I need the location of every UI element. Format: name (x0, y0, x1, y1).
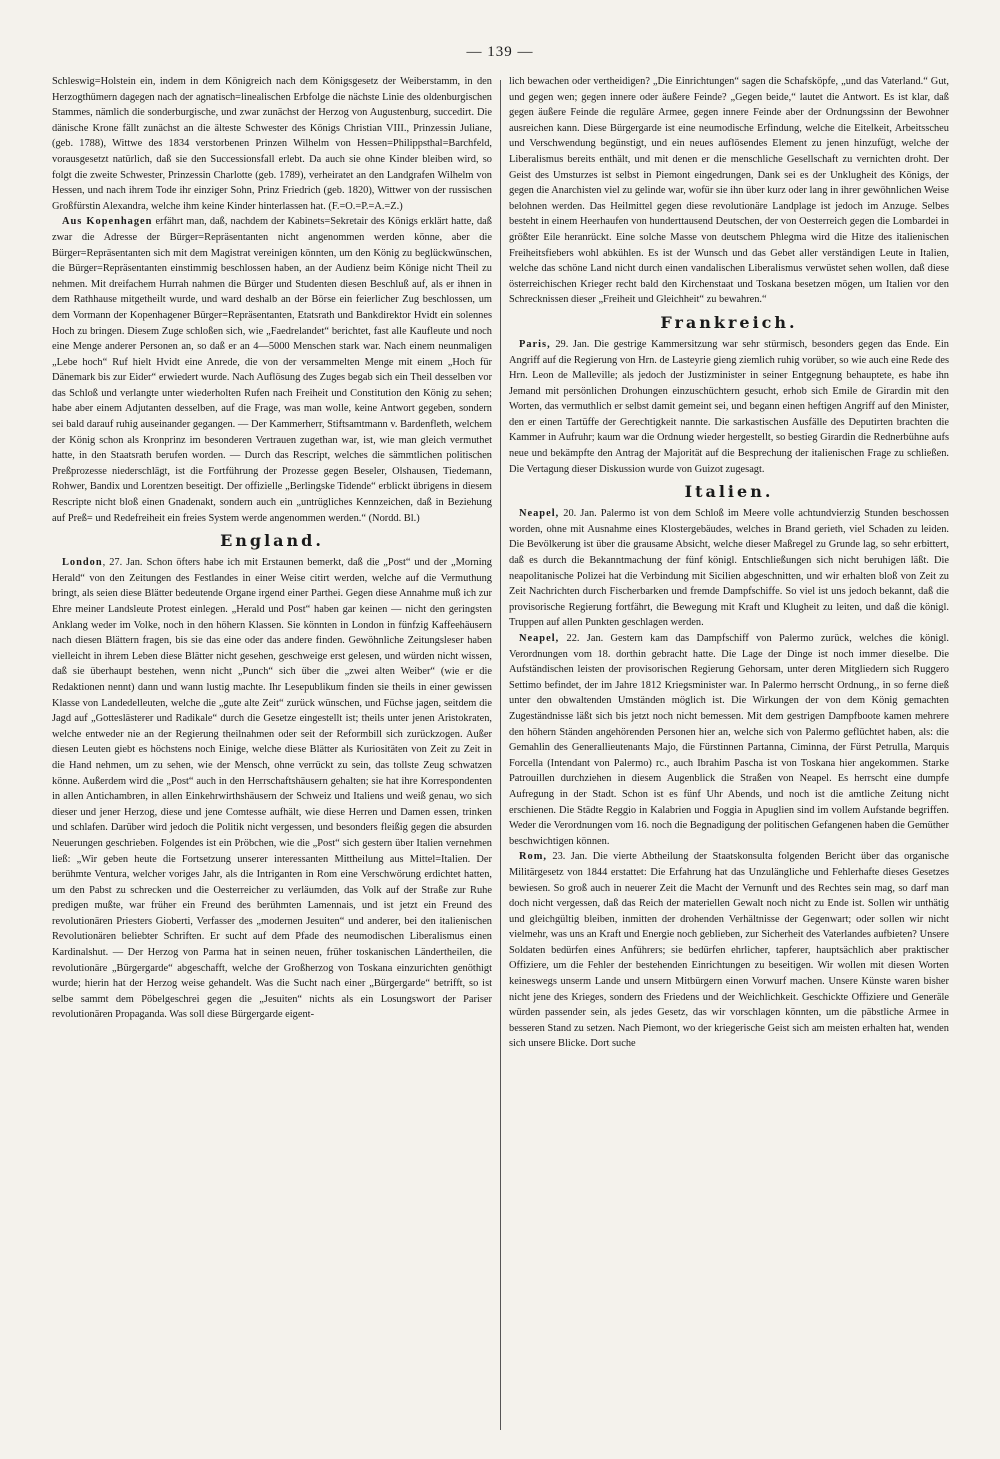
section-heading-england: England. (220, 531, 324, 551)
dateline-paris: Paris, (519, 338, 551, 350)
page-number: — 139 — (466, 44, 534, 60)
section-heading-france: Frankreich. (660, 312, 798, 332)
article-london-text: 27. Jan. Schon öfters habe ich mit Erstaunen bemerkt, daß die „Post“ und der „Morning Herald“ von den Zeitungen des Festlandes in einer Weise citirt werden, welche auf die Vermuthung bringt, als seien diese Blätter bedeutende Organe irgend einer Parthei. Gegen diese Annahme muß ich zur Ehre meiner Landsleute Protest einlegen. „Herald und Post“ haben gar keinen — nicht den geringsten Anklang weder im Volke, noch in den höhern Klassen. Sie könnten in London in fünfzig Kaffeehäusern nach diesen Blättern fragen, bis sie das eine oder das andere finden. Gewöhnliche Zeitungsleser haben vielleicht in ihrem Leben diese Blätter nicht gesehen, geschweige erst gelesen, und würden nicht wissen, daß sie überhaupt bestehen, wenn nicht „Punch“ sich über die „zwei alten Weiber“ (wie er die Redaktionen nennt) dann und wann lustig machte. Ihr Lesepublikum finden sie theils in einer gewissen Klasse von Landedelleuten, welche die „gute alte Zeit“ zurück wünschen, und Füchse jagen, seitdem die Jagd auf „Gotteslästerer und Radikale“ durch die Gesetze eingestellt ist; theils unter jenen Aristokraten, welche entweder nie an der Regierung theilnahmen oder seit der Reformbill sich zurückzogen. Außer diesen Leuten giebt es höchstens noch Einige, welche diese Blätter als Kuriositäten von Zeit zu Zeit in die Hand nehmen, um zu sehen, wie der Mensch, ohne verrückt zu sein, das tollste Zeug schwatzen könne. Außerdem wird die „Post“ auch in den Herrschaftshäusern gehalten; sie hat ihre Korrespondenten in allen Antichambren, in allen Einkehrwirthshäusern der Schweiz und Italiens und weiß genau, wo sich dieser und jener Herzog, diese und jene Comtesse aufhält, wie diese Herren und Damen essen, trinken und schlafen. Darüber wird jedoch die Politik nicht vergessen, und besonders fleißig gegen die absurden Neuerungen geschrieben. Folgendes ist ein Pröbchen, wie die „Post“ sich gestern über Italien vernehmen ließ: „Wir geben heute die Fortsetzung unserer interessanten Mittheilung aus Mittel=Italien. Der berühmte Ventura, welcher voriges Jahr, als die Intriganten in Rom eine Verschwörung erdichtet hatten, um den Pabst zu schrecken und die Oesterreicher zu verläumden, das Volk auf der Straße zur Ruhe predigen mußte, war früher ein Freund des berühmten Lamennais, und ist jetzt ein Freund des revolutionären Priesters Gioberti, Verfasser des „modernen Jesuiten“ und anderer, bei den italienischen Revolutionären beliebter Schriften. Er sucht auf dem Pfade des neumodischen Liberalismus einen Kardinalshut. — Der Herzog von Parma hat in seinen neuen, früher toskanischen Ländertheilen, die revolutionäre „Bürgergarde“ abgeschafft, welche der Großherzog von Toskana einzurichten genöthigt wurde; hierin hat der Herzog weise gehandelt. Was die Sucht nach einer „Bürgergarde“ betrifft, so ist selbe sammt dem Pöbelgeschrei gegen die „Jesuiten“ nichts als ein Losungswort der Pariser revolutionären Propaganda. Was soll diese Bürgergarde eigent- (52, 557, 492, 1021)
dateline-naples-2: Neapel, (519, 633, 560, 644)
dateline-copenhagen: Aus Kopenhagen (62, 216, 153, 228)
article-copenhagen (52, 214, 492, 526)
article-naples-1 (509, 506, 949, 631)
article-london: London, 27. Jan. Schon öfters habe ich mit Erstaunen bemerkt, daß die „Post“ und der „Morning Herald“ von den Zeitungen des Festlandes in einer Weise citirt werden, welche auf die Vermuthung bringt, als seien diese Blätter bedeutende Organe irgend einer Parthei. Gegen diese Annahme muß ich zur Ehre meiner Landsleute Protest einlegen. „Herald und Post“ haben gar keinen — nicht den geringsten Anklang weder im Volke, noch in den höhern Klassen. Sie könnten in London in fünfzig Kaffeehäusern nach diesen Blättern fragen, bis sie das eine oder das andere finden. Gewöhnliche Zeitungsleser haben vielleicht in ihrem Leben diese Blätter nicht gesehen, geschweige erst gelesen, und würden nicht wissen, daß sie überhaupt bestehen, wenn nicht „Punch“ sich über die „zwei alten Weiber“ (wie er die Redaktionen nennt) dann und wann lustig machte. Ihr Lesepublikum finden sie theils in einer gewissen Klasse von Landedelleuten, welche die „gute alte Zeit“ zurück wünschen, und Füchse jagen, seitdem die Jagd auf „Gotteslästerer und Radikale“ durch die Gesetze eingestellt ist; theils unter jenen Aristokraten, welche entweder nie an der Regierung theilnahmen oder seit der Reformbill sich zurückzogen. Außer diesen Leuten giebt es höchstens noch Einige, welche diese Blätter als Kuriositäten von Zeit zu Zeit in die Hand nehmen, um zu sehen, wie der Mensch, ohne verrückt zu sein, das tollste Zeug schwatzen könne. Außerdem wird die „Post“ auch in den Herrschaftshäusern gehalten; sie hat ihre Korrespondenten in allen Antichambren, in allen Einkehrwirthshäusern der Schweiz und Italiens und weiß genau, wo sich dieser und jener Herzog, diese und jene Comtesse aufhält, wie diese Herren und Damen essen, trinken und schlafen. Darüber wird jedoch die Politik nicht vergessen, und besonders fleißig gegen die absurden Neuerungen geschrieben. Folgendes ist ein Pröbchen, wie die „Post“ sich gestern über Italien vernehmen ließ: „Wir geben heute die Fortsetzung unserer interessanten Mittheilung aus Mittel=Italien. Der berühmte Ventura, welcher voriges Jahr, als die Intriganten in Rom eine Verschwörung erdichtet hatten, um den Pabst zu schrecken und die Oesterreicher zu verläumden, das Volk auf der Straße zur Ruhe predigen mußte, war früher ein Freund des berühmten Lamennais, und ist jetzt ein Freund des revolutionären Priesters Gioberti, Verfasser des „modernen Jesuiten“ und anderer, bei den italienischen Revolutionären beliebter Schriften. Er sucht auf dem Pfade des neumodischen Liberalismus einen Kardinalshut. — Der Herzog von Parma hat in seinen neuen, früher toskanischen Ländertheilen, die revolutionäre „Bürgergarde“ abgeschafft, welche der Großherzog von Toskana einzurichten genöthigt wurde; hierin hat der Herzog weise gehandelt. Was die Sucht nach einer „Bürgergarde“ betrifft, so ist selbe sammt dem Pöbelgeschrei gegen die „Jesuiten“ nichts als ein Losungswort der Pariser revolutionären Propaganda. Was soll diese Bürgergarde eigent- (52, 557, 492, 1021)
article-london-continued: lich bewachen oder vertheidigen? „Die Einrichtungen“ sagen die Schafsköpfe, „und das Vaterland.“ Gut, und gegen wen; gegen innere oder äußere Feinde? „Gegen beide,“ lautet die Antwort. Es ist klar, daß gegen äußere Feinde die reguläre Armee, gegen innere Feinde aber der Ordnungssinn der Bewohner ausreichen kann. Diese Bürgergarde ist eine neumodische Erfindung, welche die Eitelkeit, Arbeitsscheu und Verschwendung begünstigt, und ein neues auflösendes Element zu jenen hinzufügt, welche der Liberalismus bereits enthält, und mit denen er die menschliche Gesellschaft zu vernichten droht. Der Geist des Umsturzes ist selbst in Piemont eingedrungen, Dank sei es der Unklugheit des Königs, der gegen die Anarchisten viel zu gelinde war, wofür sie ihn über kurz oder lang in ihrer gewöhnlichen Weise belohnen werden. Das Heilmittel gegen diese revolutionäre Landplage ist jedoch im Anzuge. Selbes besteht in einem Heerhaufen von hunderttausend Deutschen, der von Oesterreich gegen die Lombardei in größter Eile heranrückt. Eine solche Masse von deutschem Phlegma wird die Hitze des italienischen Freiheitsfiebers wohl abkühlen. Es ist der Wunsch und das Gebet aller verständigen Leute in Italien, welche das schöne Land nicht durch einen vandalischen Liberalismus verwüstet sehen wollen, daß diese österreichischen Krieger recht bald den Kirchenstaat und Toskana besetzen mögen, um Italien vor den Schrecknissen dieser „Freiheit und Gleichheit“ zu bewahren.“ (509, 76, 949, 306)
article-naples-2 (509, 631, 949, 849)
article-rome (509, 849, 949, 1052)
dateline-rome: Rom, (519, 851, 547, 863)
article-rome-text: 23. Jan. Die vierte Abtheilung der Staatskonsulta folgenden Bericht über das organische Militärgesetz von 1844 erstattet: Die Erfahrung hat das Unzulängliche und Fehlerhafte dieses Gesetzes bewiesen. So groß auch in neuerer Zeit die Macht der Vernunft und des Rechtes sein mag, so darf man doch nicht vergessen, daß das Reich der materiellen Gewalt noch nicht zu Ende ist. Sollen wir unthätig und gleichgültig bleiben, inmitten der drohenden Verhältnisse der Gegenwart; oder sollen wir nicht vielmehr, was uns an Kraft und Energie noch geblieben, zur Sicherheit des Vaterlandes aufbieten? Unsere Soldaten bedürfen eines Anführers; sie bedürfen ehrlicher, tapferer, hauptsächlich aber praktischer Offiziere, um die Fehler der bestehenden Einrichtungen zu beseitigen. Wir wollen mit diesen Worten keineswegs unserm Lande und unsern Mitbürgern einen Vorwurf machen. Unsere Künste waren bisher nicht jene des Krieges, sondern des Friedens und der Weichlichkeit. Geschickte Offiziere und Generäle würden passender sein, als jedes Gesetz, das wir vorschlagen könnten, um die päbstliche Armee in besseren Stand zu setzen. Nach Piemont, wo der kriegerische Geist sich am meisten erhalten hat, wenden sich unsere Blicke. Dort suche (509, 851, 949, 1050)
dateline-naples-1: Neapel, (519, 508, 560, 520)
dateline-london: London (62, 557, 103, 569)
column-divider (500, 80, 501, 1430)
left-column (52, 74, 492, 1023)
article-naples-2-text: 22. Jan. Gestern kam das Dampfschiff von Palermo zurück, welches die königl. Verordnungen vom 18. dorthin gebracht hatte. Die Lage der Dinge ist noch immer dieselbe. Die Aufständischen leisten der provisorischen Regierung Gehorsam, unter deren Mitgliedern sich Ruggero Settimo befindet, der im Jahre 1812 Kriegsminister war. In Palermo herrscht Ordnung,, in so ferne dieß unter den obwaltenden Umständen möglich ist. Die Wirkungen der von dem König gemachten Zugeständnisse läßt sich bis jetzt noch nicht bemessen. Mit dem gestrigen Dampfboote kamen mehrere den höhern Ständen angehörenden Personen hier an, welche sich von Palermo geflüchtet haben, als: die Gemahlin des Generallieutenants Majo, die Fürstinnen Partanna, Ciminna, der Fürst Petrulla, Marquis Forcella (Intendant von Palermo) rc., auch Ibrahim Pascha ist von Toskana hier angekommen. Starke Patrouillen durchziehen in diesem Augenblick die Straßen von Neapel. Es herrscht eine dumpfe Aufregung in der Stadt. Schon ist es fünf Uhr Abends, und noch ist die amtliche Zeitung nicht erschienen. Die Städte Reggio in Kalabrien und Foggia in Apuglien sind im vollem Aufstande begriffen. Weder die Verordnungen vom 16. noch die Begnadigung der politischen Gefangenen haben die Gemüther beschwichtigen können. (509, 633, 950, 847)
article-copenhagen-text: erfährt man, daß, nachdem der Kabinets=Sekretair des Königs erklärt hatte, daß zwar die Adresse der Bürger=Repräsentanten nicht angenommen werden könne, aber die Bürger=Repräsentanten sich mit dem Magistrat vereinigen könnten, um den König zu beglückwünschen, die Bürger=Repräsentanten einstimmig beschlossen haben, an der Audienz beim Könige nicht Theil zu nehmen. Mit dreifachem Hurrah nahmen die Bürger und Studenten diesen Beschluß auf, als er ihnen in dem Rathhause mitgetheilt wurde, und ward deshalb an der Börse ein feierlicher Zug beschlossen, um dem Vormann der Kopenhagener Bürger=Repräsentanten, Etatsrath und Bankdirektor Hvidt ein solennes Hoch zu bringen. Diesem Zuge schloßen sich, wie „Faedrelandet“ berichtet, fast alle Kaufleute und noch eine Menge anderer Personen an, so daß er an 4—5000 Menschen stark war. Nach einem neunmaligen „Lebe hoch“ Ruf hielt Hvidt eine Anrede, die von der versammelten Menge mit einem „Hoch für Dänemark bis zur Eider“ erwiedert wurde. Nach Auflösung des Zuges begab sich ein Theil desselben vor das Schloß und verlangte unter wiederholten Rufen nach Freiheit und Constitution den König zu sehen; habe aber einem Adjutanten desselben, auf die Frage, was man wolle, keine Antwort gegeben, sondern sei bald darauf ruhig auseinander gegangen. — Der Kammerherr, Stiftsamtmann v. Bardenfleth, welchem der König schon als Kronprinz im besonderen Vertrauen zugethan war, ist, wie man gleich vermuthet hatte, in den Staatsrath berufen worden. — Durch das Rescript, welches die sämmtlichen politischen Preßprozesse niederschlägt, ist die Fortführung der Prozesse gegen Beseler, Olshausen, Tiedemann, Rohwer, Bandix und Lorentzen beseitigt. Der offizielle „Berlingske Tidende“ erblickt übrigens in diesem Rescripte nicht bloß einen Gnadenakt, sondern auch ein „untrügliches Kennzeichen, daß in Beziehung auf Preß= und Redefreiheit ein freies System werde angenommen werden.“ (Nordd. Bl.) (52, 216, 492, 524)
section-heading-italy: Italien. (684, 482, 774, 502)
article-denmark-succession: Schleswig=Holstein ein, indem in dem Königreich nach dem Königsgesetz der Weiberstamm, in den Herzogthümern dagegen nach der agnatisch=linealischen Erbfolge die nächste Linie des oldenburgischen Stammes, nämlich die sonderburgische, und zwar zunächst der Herzog von Augustenburg, succedirt. Die dänische Krone fällt zunächst an die älteste Schwester des Königs Christian VIII., Prinzessin Juliane, (geb. 1788), Wittwe des 1834 verstorbenen Prinzen Wilhelm von Hessen=Philippsthal=Barchfeld, vorausgesetzt natürlich, daß sie den Successionsfall erlebt. Da auch sie ohne Kinder bleiben wird, so folgt die zweite Schwester, Prinzessin Charlotte (geb. 1789), verheiratet an den Landgrafen Wilhelm von Hessen, und nach ihrem Tode ihr einziger Sohn, Prinz Friedrich (geb. 1820), Wittwer von der russischen Großfürstin Alexandra, welche ihm keine Kinder hinterlassen hat. (F.=O.=P.=A.=Z.) (52, 76, 492, 212)
article-paris-text: 29. Jan. Die gestrige Kammersitzung war sehr stürmisch, besonders gegen das Ende. Ein Angriff auf die Regierung von Hrn. de Lasteyrie gieng ziemlich ruhig vorüber, so wie auch eine Rede des Hrn. Leon de Malleville; als jedoch der Justizminister in seiner Entgegnung behauptete, es habe ihn Jemand mit persönlichen Drohungen einzuschüchtern gesucht, erhob sich Emile de Girardin mit den Worten, das vermuthlich er selbst damit gemeint sei, und begann einen heftigen Angriff auf den Minister, den er einen Tartüffe der Gerechtigkeit nannte. Die sarkastischen Ausfälle des Deputirten brachten die Kammer in Aufruhr; kaum war die Ordnung wieder hergestellt, so bestieg Girardin die Rednerbühne aufs neue und bekämpfte den Antrag der Majorität auf die Besprechung der italienischen Frage zu schließen. Die Vertagung dieser Diskussion wurde von Guizot zugesagt. (509, 338, 949, 475)
article-naples-1-text: 20. Jan. Palermo ist von dem Schloß im Meere volle achtundvierzig Stunden beschossen worden, ohne mit Ausnahme eines Klostergebäudes, welches in Brand gerieth, viel Schaden zu leiden. Die Bevölkerung ist über die grausame Absicht, welche dieser Maßregel zu Grunde lag, so sehr erbittert, daß es durch die Bekanntmachung der fünf königl. Entschließungen sich nicht beruhigen läßt. Die neapolitanische Polizei hat die Verbindung mit Sicilien abgeschnitten, und wir erhalten bloß von Zeit zu Zeit Nachrichten durch Fischerbarken und fremde Dampfschiffe. So viel ist uns jedoch bekannt, daß die provisorische Regierung fortfährt, die Bewegung mit Kraft und Klugheit zu leiten, und daß die königl. Truppen auf allen Punkten geschlagen werden. (509, 508, 949, 629)
article-paris (509, 337, 949, 477)
right-column (509, 74, 949, 1052)
